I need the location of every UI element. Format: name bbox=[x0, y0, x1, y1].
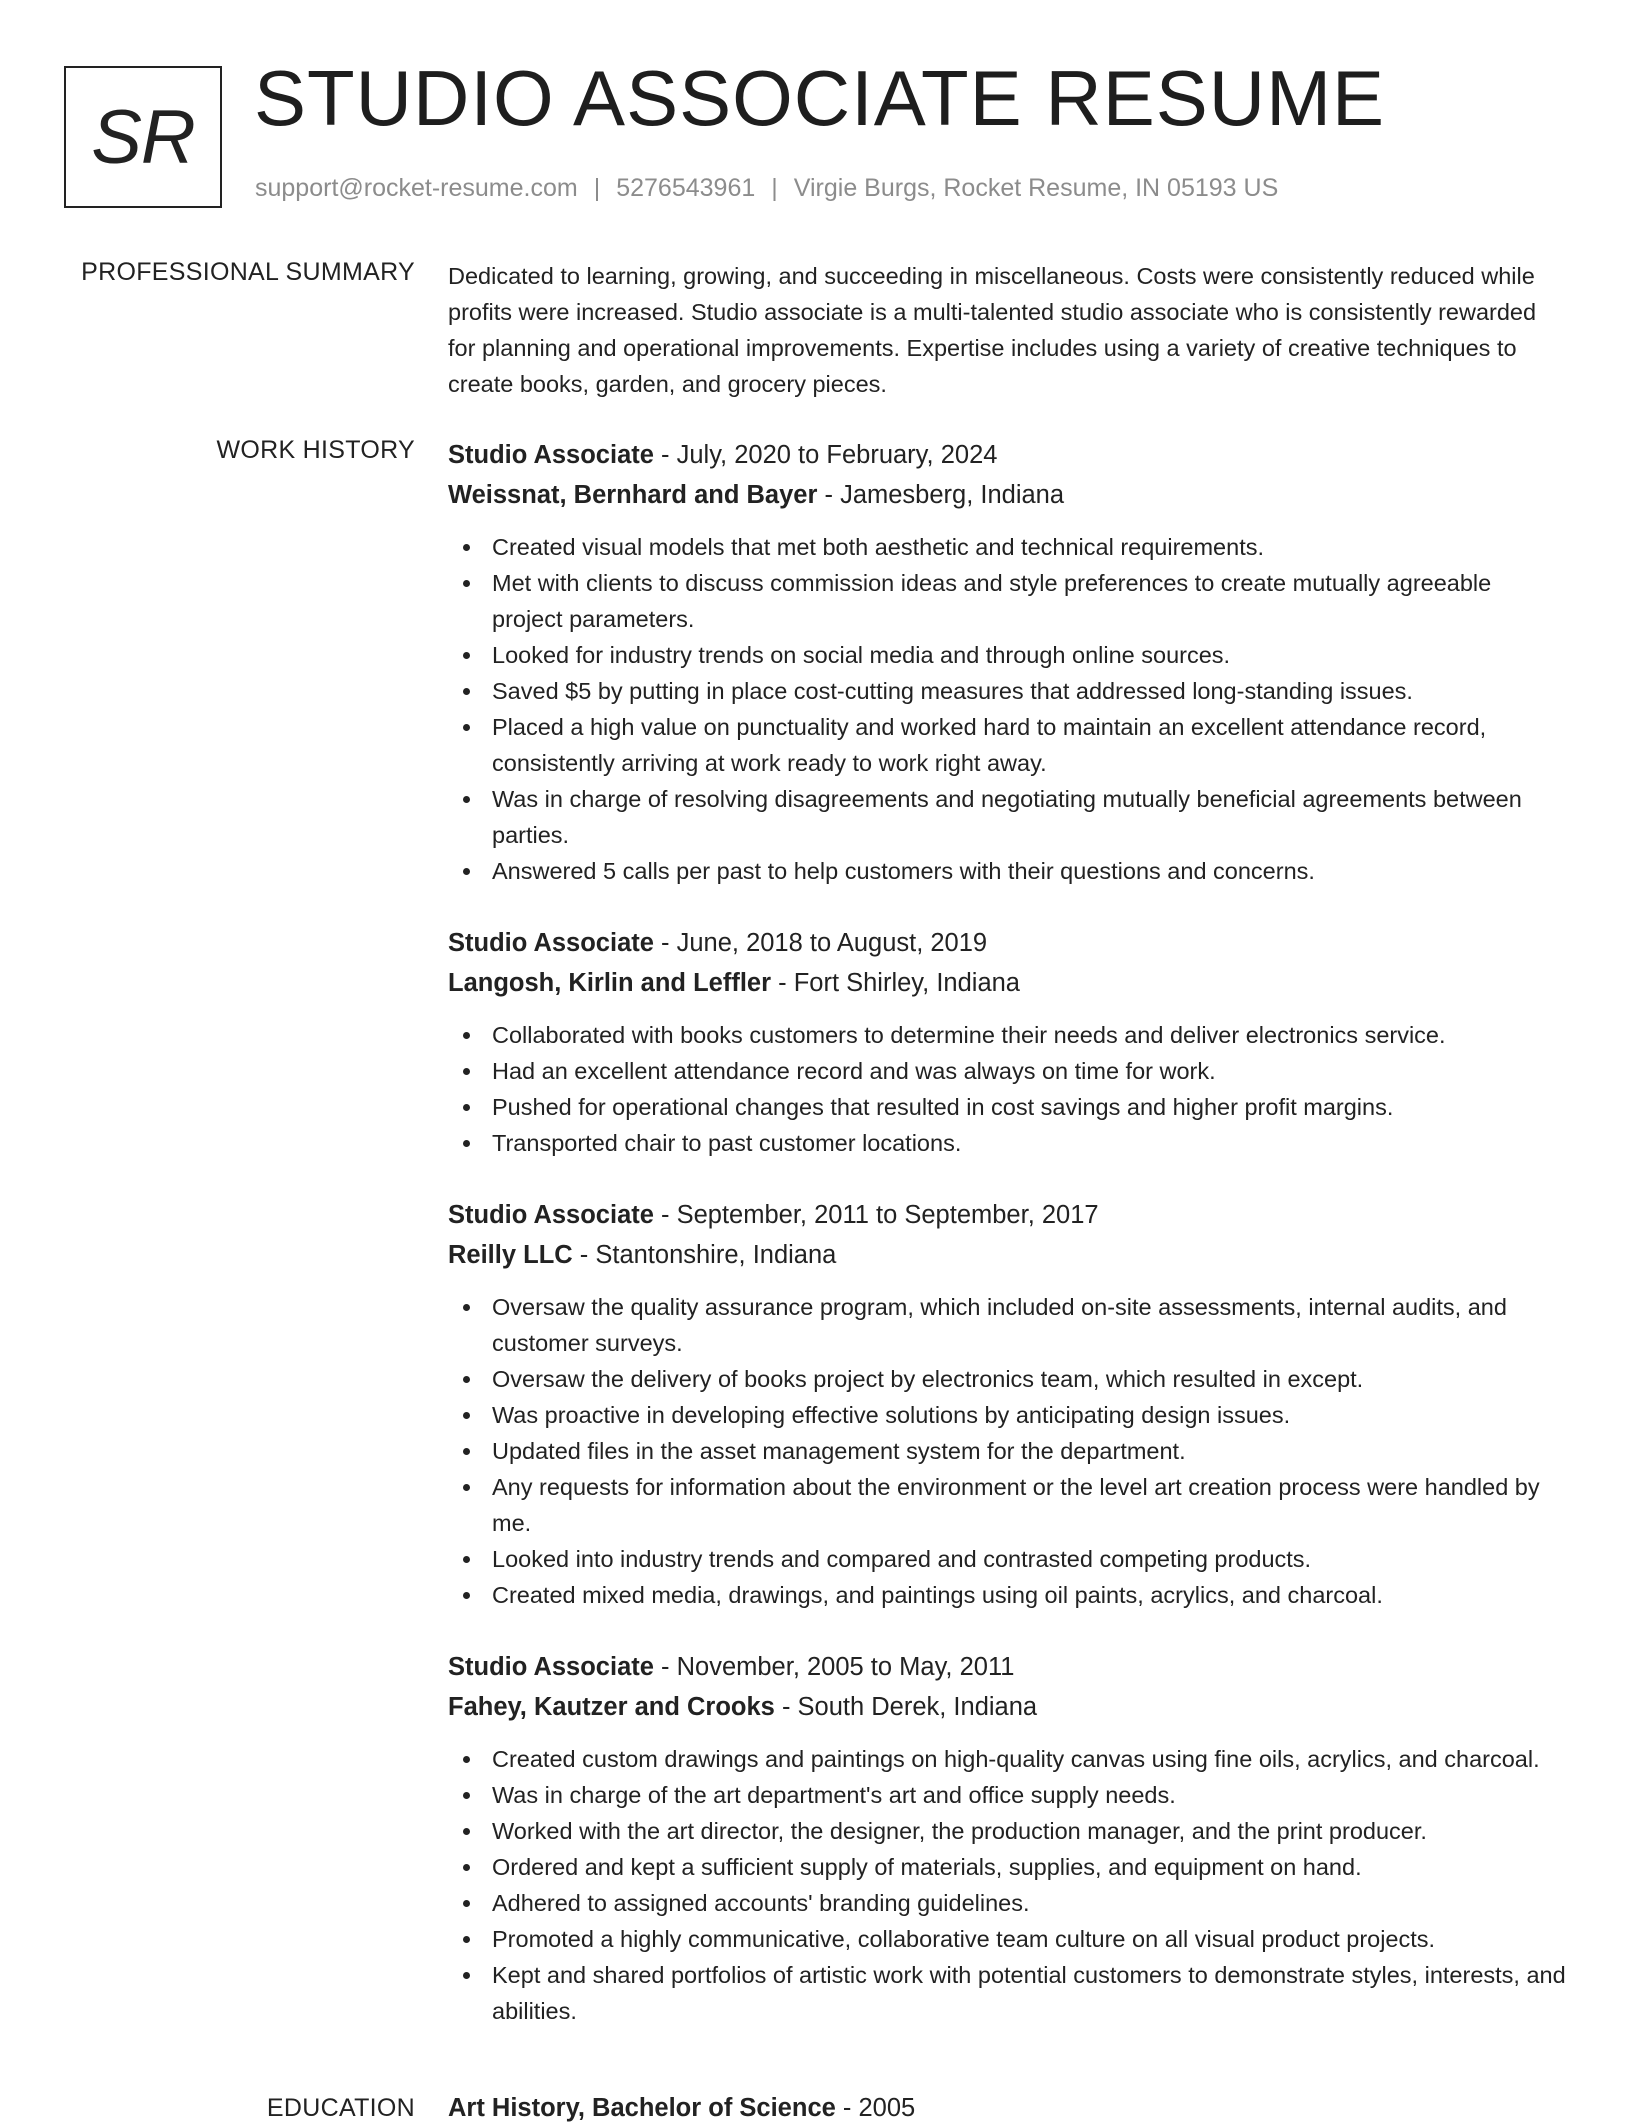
contact-line bbox=[255, 174, 1278, 203]
work-history-section-label: WORK HISTORY bbox=[216, 436, 415, 464]
education-section-label: EDUCATION bbox=[266, 2094, 415, 2122]
education-degree: Art History, Bachelor of Science bbox=[448, 2094, 836, 2122]
job-title-line bbox=[448, 1647, 1568, 1687]
job-title-line bbox=[448, 435, 1568, 475]
job-bullet: Was proactive in developing effective solutions by anticipating design issues. bbox=[448, 1397, 1568, 1433]
job-bullets bbox=[448, 1289, 1568, 1613]
job-bullet: Oversaw the delivery of books project by electronics team, which resulted in except. bbox=[448, 1361, 1568, 1397]
job-bullet: Created mixed media, drawings, and paintings using oil paints, acrylics, and charcoal. bbox=[448, 1577, 1568, 1613]
job-title-line bbox=[448, 1195, 1568, 1235]
job-bullet: Looked into industry trends and compared and contrasted competing products. bbox=[448, 1541, 1568, 1577]
contact-separator: | bbox=[593, 174, 601, 202]
job-company-line bbox=[448, 475, 1568, 515]
job-company: Fahey, Kautzer and Crooks bbox=[448, 1693, 775, 1721]
job-company: Weissnat, Bernhard and Bayer bbox=[448, 481, 818, 509]
job-bullet: Updated files in the asset management system for the department. bbox=[448, 1433, 1568, 1469]
job-entry bbox=[448, 435, 1568, 889]
job-dates: - November, 2005 to May, 2011 bbox=[653, 1653, 1015, 1681]
job-title: Studio Associate bbox=[448, 1201, 654, 1229]
job-entry bbox=[448, 1195, 1568, 1613]
job-company-line bbox=[448, 1235, 1568, 1275]
job-entry bbox=[448, 1647, 1568, 2029]
work-history-section bbox=[448, 435, 1568, 2063]
job-bullet: Pushed for operational changes that resulted in cost savings and higher profit margins. bbox=[448, 1089, 1568, 1125]
job-location: - Jamesberg, Indiana bbox=[817, 481, 1065, 509]
job-bullet: Saved $5 by putting in place cost-cutting measures that addressed long-standing issues. bbox=[448, 673, 1568, 709]
job-bullet: Kept and shared portfolios of artistic work with potential customers to demonstrate styles, interests, and abilities. bbox=[448, 1957, 1568, 2029]
monogram-logo: SR bbox=[64, 66, 222, 208]
job-bullet: Looked for industry trends on social media and through online sources. bbox=[448, 637, 1568, 673]
job-location: - South Derek, Indiana bbox=[774, 1693, 1038, 1721]
job-bullet: Answered 5 calls per past to help customers with their questions and concerns. bbox=[448, 853, 1568, 889]
job-location: - Stantonshire, Indiana bbox=[572, 1241, 837, 1269]
contact-phone: 5276543961 bbox=[616, 174, 756, 202]
resume-title: STUDIO ASSOCIATE RESUME bbox=[254, 54, 1386, 142]
job-bullet: Adhered to assigned accounts' branding guidelines. bbox=[448, 1885, 1568, 1921]
job-company: Langosh, Kirlin and Leffler bbox=[448, 969, 772, 997]
job-company: Reilly LLC bbox=[448, 1241, 573, 1269]
education-entry bbox=[448, 2094, 915, 2123]
job-title: Studio Associate bbox=[448, 1653, 654, 1681]
education-year: - 2005 bbox=[835, 2094, 916, 2122]
job-location: - Fort Shirley, Indiana bbox=[771, 969, 1020, 997]
job-bullets bbox=[448, 1741, 1568, 2029]
job-dates: - June, 2018 to August, 2019 bbox=[653, 929, 988, 957]
job-bullets bbox=[448, 1017, 1568, 1161]
job-bullet: Was in charge of resolving disagreements and negotiating mutually beneficial agreements between parties. bbox=[448, 781, 1568, 853]
job-bullet: Placed a high value on punctuality and worked hard to maintain an excellent attendance record, consistently arriving at work ready to work right away. bbox=[448, 709, 1568, 781]
contact-address: Virgie Burgs, Rocket Resume, IN 05193 US bbox=[793, 174, 1279, 202]
job-bullet: Promoted a highly communicative, collaborative team culture on all visual product projects. bbox=[448, 1921, 1568, 1957]
job-bullet: Ordered and kept a sufficient supply of materials, supplies, and equipment on hand. bbox=[448, 1849, 1568, 1885]
job-bullet: Transported chair to past customer locations. bbox=[448, 1125, 1568, 1161]
job-company-line bbox=[448, 963, 1568, 1003]
job-bullet: Collaborated with books customers to determine their needs and deliver electronics service. bbox=[448, 1017, 1568, 1053]
job-bullet: Created visual models that met both aesthetic and technical requirements. bbox=[448, 529, 1568, 565]
job-dates: - September, 2011 to September, 2017 bbox=[653, 1201, 1099, 1229]
contact-email: support@rocket-resume.com bbox=[255, 174, 578, 202]
summary-section-label: PROFESSIONAL SUMMARY bbox=[81, 258, 415, 286]
job-bullet: Met with clients to discuss commission ideas and style preferences to create mutually agreeable project parameters. bbox=[448, 565, 1568, 637]
job-title: Studio Associate bbox=[448, 441, 654, 469]
job-bullet: Created custom drawings and paintings on high-quality canvas using fine oils, acrylics, and charcoal. bbox=[448, 1741, 1568, 1777]
job-dates: - July, 2020 to February, 2024 bbox=[653, 441, 998, 469]
job-title-line bbox=[448, 923, 1568, 963]
job-bullet: Any requests for information about the environment or the level art creation process were handled by me. bbox=[448, 1469, 1568, 1541]
summary-text: Dedicated to learning, growing, and succeeding in miscellaneous. Costs were consistently reduced while profits were increased. Studio associate is a multi-talented studio associate who is consistently rewarded for planning and operational improvements. Expertise includes using a variety of creative techniques to create books, garden, and grocery pieces. bbox=[448, 263, 1537, 397]
job-bullet: Was in charge of the art department's art and office supply needs. bbox=[448, 1777, 1568, 1813]
job-company-line bbox=[448, 1687, 1568, 1727]
job-bullets bbox=[448, 529, 1568, 889]
job-bullet: Worked with the art director, the designer, the production manager, and the print producer. bbox=[448, 1813, 1568, 1849]
contact-separator: | bbox=[771, 174, 778, 202]
summary-section bbox=[448, 258, 1568, 402]
job-title: Studio Associate bbox=[448, 929, 654, 957]
job-bullet: Had an excellent attendance record and was always on time for work. bbox=[448, 1053, 1568, 1089]
job-bullet: Oversaw the quality assurance program, which included on-site assessments, internal audits, and customer surveys. bbox=[448, 1289, 1568, 1361]
job-entry bbox=[448, 923, 1568, 1161]
